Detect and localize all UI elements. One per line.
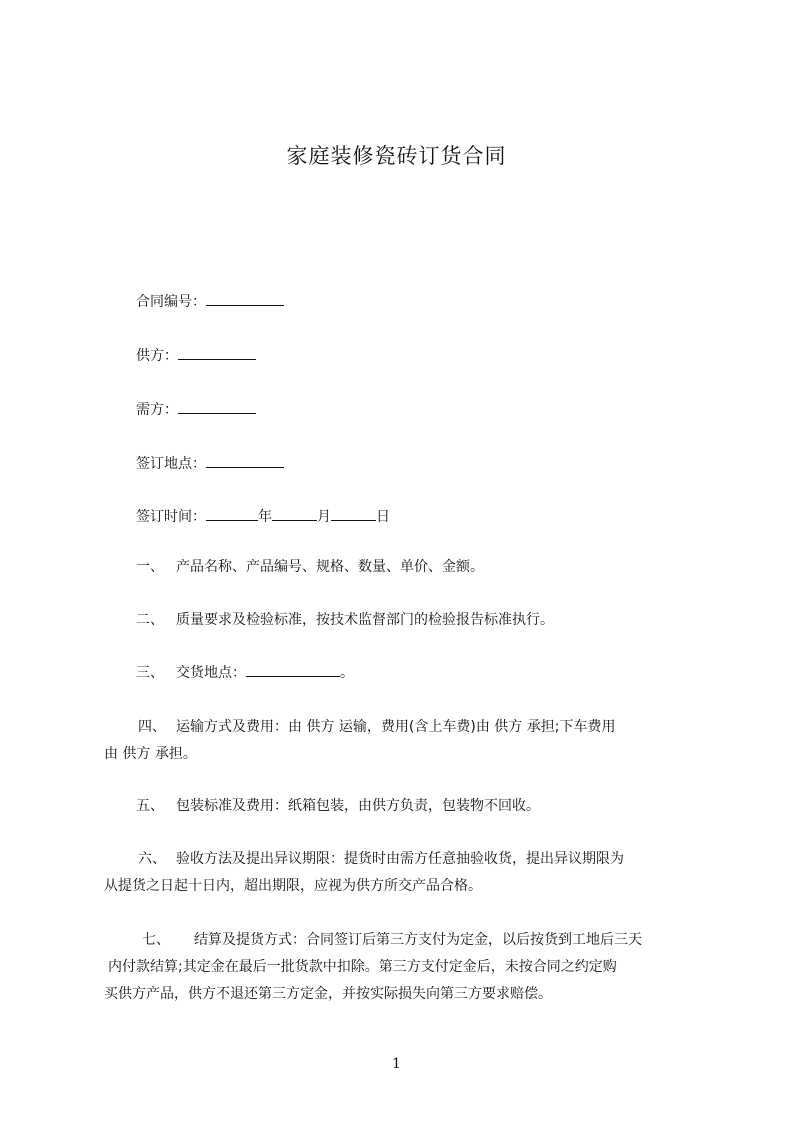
clause-2-number: 二、 [136, 612, 164, 628]
clause-3-number: 三、 [136, 665, 164, 681]
year-label: 年 [258, 509, 272, 525]
clause-7-line-3: 买供方产品，供方不退还第三方定金，并按实际损失向第三方要求赔偿。 [104, 986, 552, 1002]
sign-place-blank [206, 453, 284, 468]
clause-6-number: 六、 [138, 851, 166, 867]
sign-time-field [136, 506, 390, 527]
clause-4-line-1: 运输方式及费用：由 供方 运输，费用(含上车费)由 供方 承担;下车费用 [176, 719, 616, 735]
supplier-field [136, 345, 256, 366]
sign-time-label: 签订时间： [136, 509, 206, 525]
clause-6-line-2: 从提货之日起十日内，超出期限，应视为供方所交产品合格。 [104, 878, 482, 894]
clause-4-number: 四、 [138, 719, 166, 735]
month-label: 月 [317, 509, 331, 525]
clause-7-number: 七、 [142, 932, 170, 948]
day-label: 日 [376, 509, 390, 525]
clause-7-line-2: 内付款结算;其定金在最后一批货款中扣除。第三方支付定金后，未按合同之约定购 [108, 959, 617, 975]
clause-3-end: 。 [340, 665, 354, 681]
clause-6 [104, 846, 702, 900]
delivery-place-blank [246, 662, 340, 677]
clause-5-text: 包装标准及费用：纸箱包装，由供方负责，包装物不回收。 [176, 798, 540, 814]
sign-place-field [136, 453, 284, 474]
clause-3-text: 交货地点： [176, 665, 246, 681]
buyer-label: 需方： [136, 402, 178, 418]
document-title: 家庭装修瓷砖订货合同 [286, 144, 507, 168]
clause-2-text: 质量要求及检验标准，按技术监督部门的检验报告标准执行。 [176, 612, 554, 628]
buyer-blank [178, 399, 256, 414]
clause-7 [104, 927, 702, 1008]
sign-place-label: 签订地点： [136, 456, 206, 472]
year-blank [206, 506, 258, 521]
month-blank [272, 506, 317, 521]
contract-number-field [136, 291, 284, 312]
clause-2 [104, 607, 702, 634]
clause-3 [104, 660, 702, 687]
clause-7-line-1: 结算及提货方式：合同签订后第三方支付为定金，以后按货到工地后三天 [194, 932, 642, 948]
supplier-blank [178, 345, 256, 360]
clause-1 [104, 554, 702, 581]
clause-4 [104, 714, 702, 768]
supplier-label: 供方： [136, 348, 178, 364]
day-blank [331, 506, 376, 521]
buyer-field [136, 399, 256, 420]
clause-4-line-2: 由 供方 承担。 [104, 746, 197, 762]
clause-5 [104, 793, 702, 820]
page-number: 1 [392, 1056, 401, 1072]
contract-number-label: 合同编号： [136, 294, 206, 310]
clause-6-line-1: 验收方法及提出异议期限：提货时由需方任意抽验收货，提出异议期限为 [176, 851, 624, 867]
clause-1-number: 一、 [136, 559, 164, 575]
contract-number-blank [206, 291, 284, 306]
clause-1-text: 产品名称、产品编号、规格、数量、单价、金额。 [176, 559, 484, 575]
clause-5-number: 五、 [136, 798, 164, 814]
